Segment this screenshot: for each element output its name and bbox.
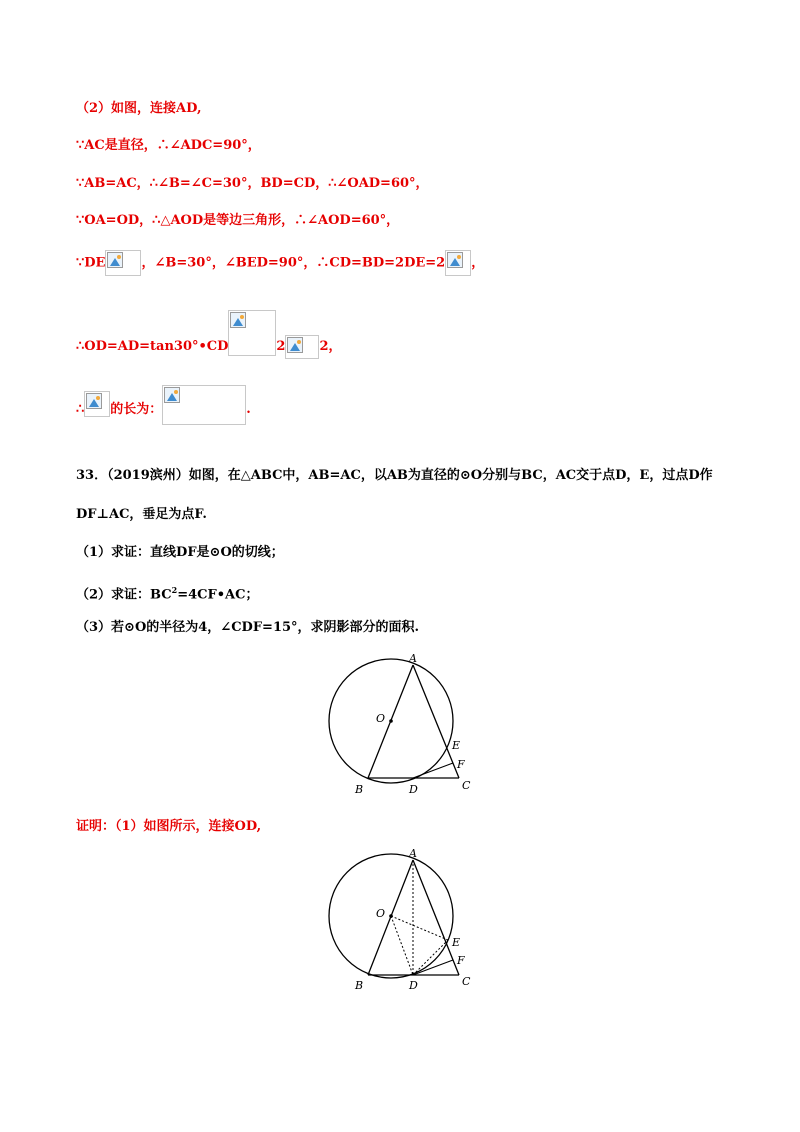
- problem-statement-line-2: DF⊥AC，垂足为点F.: [76, 507, 207, 522]
- label-c: C: [462, 779, 471, 792]
- formula-image-placeholder: [162, 385, 246, 425]
- solution-line-7-c: .: [246, 402, 251, 417]
- solution-line-4: ∵OA=OD，∴△AOD是等边三角形，∴∠AOD=60°，: [76, 213, 400, 228]
- label-o: O: [376, 907, 386, 920]
- solution-line-7-a: ∴: [76, 402, 85, 417]
- label-b: B: [355, 979, 364, 992]
- arc-symbol-image-placeholder: [84, 391, 110, 417]
- solution-line-7: [76, 385, 251, 425]
- figure-circle-triangle: [320, 650, 480, 800]
- formula-image-placeholder: [228, 310, 276, 356]
- question-3: （3）若⊙O的半径为4，∠CDF=15°，求阴影部分的面积.: [76, 620, 420, 635]
- figure-circle-triangle-with-radius: [320, 845, 480, 995]
- label-e: E: [452, 739, 461, 752]
- segment-ac: [413, 665, 459, 778]
- label-f: F: [457, 954, 465, 967]
- label-c: C: [462, 975, 471, 988]
- proof-line-1: 证明：（1）如图所示，连接OD,: [76, 819, 262, 834]
- problem-statement-line-1: 33．（2019滨州）如图，在△ABC中，AB=AC，以AB为直径的⊙O分别与BC，AC交于点D，E，过点D作: [76, 468, 713, 483]
- solution-line-6-c: 2，: [319, 339, 342, 354]
- label-o: O: [376, 712, 386, 725]
- solution-line-3: ∵AB=AC，∴∠B=∠C=30°，BD=CD，∴∠OAD=60°，: [76, 176, 429, 191]
- segment-od-dashed: [391, 916, 413, 975]
- label-a: A: [409, 847, 417, 860]
- label-f: F: [457, 758, 465, 771]
- question-1: （1）求证：直线DF是⊙O的切线；: [76, 545, 284, 560]
- broken-image-icon: [230, 312, 246, 328]
- solution-line-6: [76, 310, 342, 359]
- question-2: [76, 581, 258, 604]
- broken-image-icon: [287, 337, 303, 353]
- question-2-superscript: 2: [171, 585, 178, 595]
- segment-de-dashed: [413, 940, 448, 975]
- solution-line-5-b: ，∠B=30°，∠BED=90°，∴CD=BD=2DE=2: [141, 255, 446, 271]
- center-point: [389, 719, 393, 723]
- solution-line-6-a: ∴OD=AD=tan30°•CD: [76, 339, 229, 354]
- label-d: D: [409, 979, 418, 992]
- broken-image-icon: [107, 252, 123, 268]
- solution-line-5-c: ，: [471, 255, 485, 271]
- formula-image-placeholder: [285, 335, 319, 359]
- solution-line-5: [76, 250, 484, 276]
- center-point: [389, 914, 393, 918]
- question-2-a: （2）求证：BC: [76, 587, 172, 603]
- solution-line-5-a: ∵DE: [76, 255, 106, 271]
- solution-line-7-b: 的长为：: [110, 402, 163, 417]
- solution-line-1: （2）如图，连接AD,: [76, 101, 202, 116]
- segment-df: [413, 763, 453, 778]
- label-e: E: [452, 936, 461, 949]
- label-b: B: [355, 783, 364, 796]
- solution-line-2: ∵AC是直径，∴∠ADC=90°，: [76, 138, 261, 153]
- segment-oe-dashed: [391, 916, 448, 940]
- solution-line-6-b: 2: [276, 339, 286, 354]
- broken-image-icon: [164, 387, 180, 403]
- broken-image-icon: [447, 252, 463, 268]
- label-d: D: [409, 783, 418, 796]
- broken-image-icon: [86, 393, 102, 409]
- formula-image-placeholder: [445, 250, 471, 276]
- label-a: A: [409, 652, 417, 665]
- question-2-b: =4CF•AC；: [177, 587, 259, 603]
- formula-image-placeholder: [105, 250, 141, 276]
